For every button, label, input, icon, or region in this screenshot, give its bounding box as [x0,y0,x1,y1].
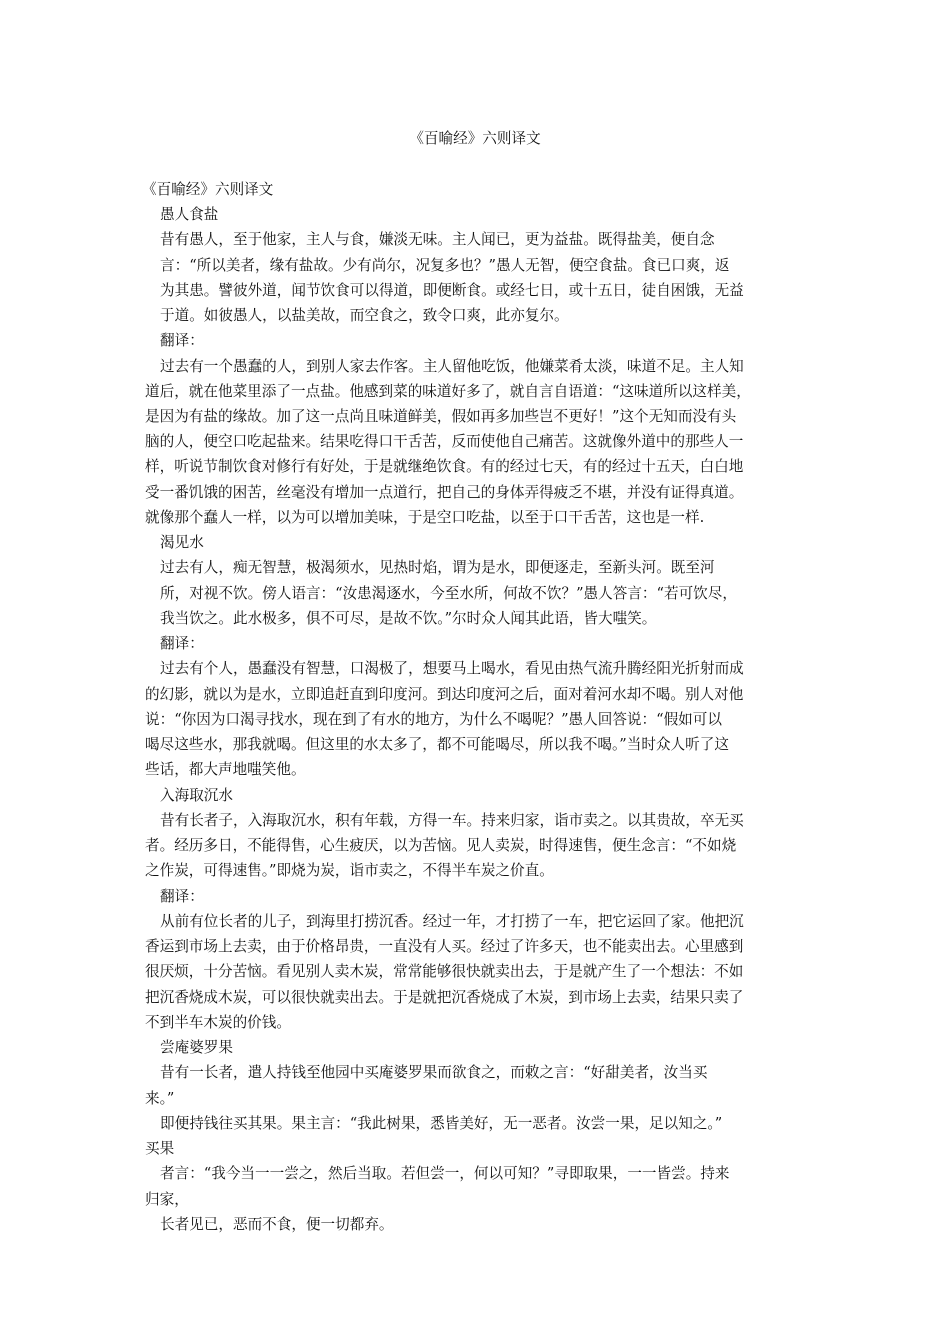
text-line: 昔有长者子，入海取沉水，积有年载，方得一车。持来归家，诣市卖之。以其贵故，卒无买 [160,812,744,829]
text-line: 香运到市场上去卖，由于价格昂贵，一直没有人买。经过了许多天，也不能卖出去。心里感到 [145,938,744,955]
text-line: 来。” [145,1090,175,1107]
text-line: 于道。如彼愚人，以盐美故，而空食之，致令口爽，此亦复尔。 [160,307,569,324]
section-heading: 愚人食盐 [160,206,219,223]
text-line: 昔有愚人，至于他家，主人与食，嫌淡无味。主人闻已，更为益盐。既得盐美，便自念 [160,231,715,248]
text-line: 些话，都大声地嗤笑他。 [145,761,306,778]
text-line: 归家， [145,1191,189,1208]
text-line: 昔有一长者，遣人持钱至他园中买庵婆罗果而欲食之，而敕之言：“好甜美者，汝当买 [160,1064,708,1081]
text-line: 言：“所以美者，缘有盐故。少有尚尔，况复多也？”愚人无智，便空食盐。食已口爽，返 [160,257,730,274]
text-line: 把沉香烧成木炭，可以很快就卖出去。于是就把沉香烧成了木炭，到市场上去卖，结果只卖了 [145,989,744,1006]
text-line: 所，对视不饮。傍人语言：“汝患渴逐水，今至水所，何故不饮？”愚人答言：“若可饮尽， [160,585,737,602]
text-line: 为其患。譬彼外道，闻节饮食可以得道，即便断食。或经七日，或十五日，徒自困饿，无益 [160,282,744,299]
section-heading: 尝庵婆罗果 [160,1039,233,1056]
doc-subtitle: 《百喻经》六则译文 [142,181,274,198]
text-line: 样，听说节制饮食对修行有好处，于是就继绝饮食。有的经过七天，有的经过十五天，白白地 [145,458,744,475]
text-line: 就像那个蠢人一样，以为可以增加美味，于是空口吃盐，以至于口干舌苦，这也是一样. [145,509,705,526]
text-line: 长者见已，恶而不食，便一切都弃。 [160,1216,394,1233]
page-title: 《百喻经》六则译文 [409,130,541,147]
text-line: 受一番饥饿的困苦，丝毫没有增加一点道行，把自己的身体弄得疲乏不堪，并没有证得真道。 [145,484,744,501]
text-line: 过去有人，痴无智慧，极渴须水，见热时焰，谓为是水，即便逐走，至新头河。既至河 [160,559,715,576]
text-line: 道后，就在他菜里添了一点盐。他感到菜的味道好多了，就自言自语道：“这味道所以这样美， [145,383,751,400]
text-line: 之作炭，可得速售。”即烧为炭，诣市卖之，不得半车炭之价直。 [145,862,554,879]
section-heading: 渴见水 [160,534,204,551]
text-line: 说：“你因为口渴寻找水，现在到了有水的地方，为什么不喝呢？”愚人回答说：“假如可以 [145,711,722,728]
text-line: 很厌烦，十分苦恼。看见别人卖木炭，常常能够很快就卖出去，于是就产生了一个想法：不如 [145,963,744,980]
section-heading: 入海取沉水 [160,787,233,804]
text-line: 的幻影，就以为是水，立即追赶直到印度河。到达印度河之后，面对着河水却不喝。别人对他 [145,686,744,703]
text-line: 者言：“我今当一一尝之，然后当取。若但尝一，何以可知？”寻即取果，一一皆尝。持来 [160,1165,730,1182]
text-line: 买果 [145,1140,175,1157]
text-line: 过去有一个愚蠢的人，到别人家去作客。主人留他吃饭，他嫌菜肴太淡，味道不足。主人知 [160,358,744,375]
text-line: 从前有位长者的儿子，到海里打捞沉香。经过一年，才打捞了一车，把它运回了家。他把沉 [160,913,744,930]
translation-label: 翻译： [160,635,204,652]
text-line: 脑的人，便空口吃起盐来。结果吃得口干舌苦，反而使他自己痛苦。这就像外道中的那些人一 [145,433,744,450]
text-line: 者。经历多日，不能得售，心生疲厌，以为苦恼。见人卖炭，时得速售，便生念言：“不如烧 [145,837,737,854]
text-line: 是因为有盐的缘故。加了这一点尚且味道鲜美，假如再多加些岂不更好！”这个无知而没有头 [145,408,737,425]
text-line: 不到半车木炭的价钱。 [145,1014,291,1031]
text-line: 我当饮之。此水极多，俱不可尽，是故不饮。”尔时众人闻其此语，皆大嗤笑。 [160,610,657,627]
translation-label: 翻译： [160,888,204,905]
text-line: 即便持钱往买其果。果主言：“我此树果，悉皆美好，无一恶者。汝尝一果，足以知之。” [160,1115,723,1132]
text-line: 过去有个人，愚蠢没有智慧，口渴极了，想要马上喝水，看见由热气流升腾经阳光折射而成 [160,660,744,677]
translation-label: 翻译： [160,332,204,349]
text-line: 喝尽这些水，那我就喝。但这里的水太多了，都不可能喝尽，所以我不喝。”当时众人听了这 [145,736,729,753]
